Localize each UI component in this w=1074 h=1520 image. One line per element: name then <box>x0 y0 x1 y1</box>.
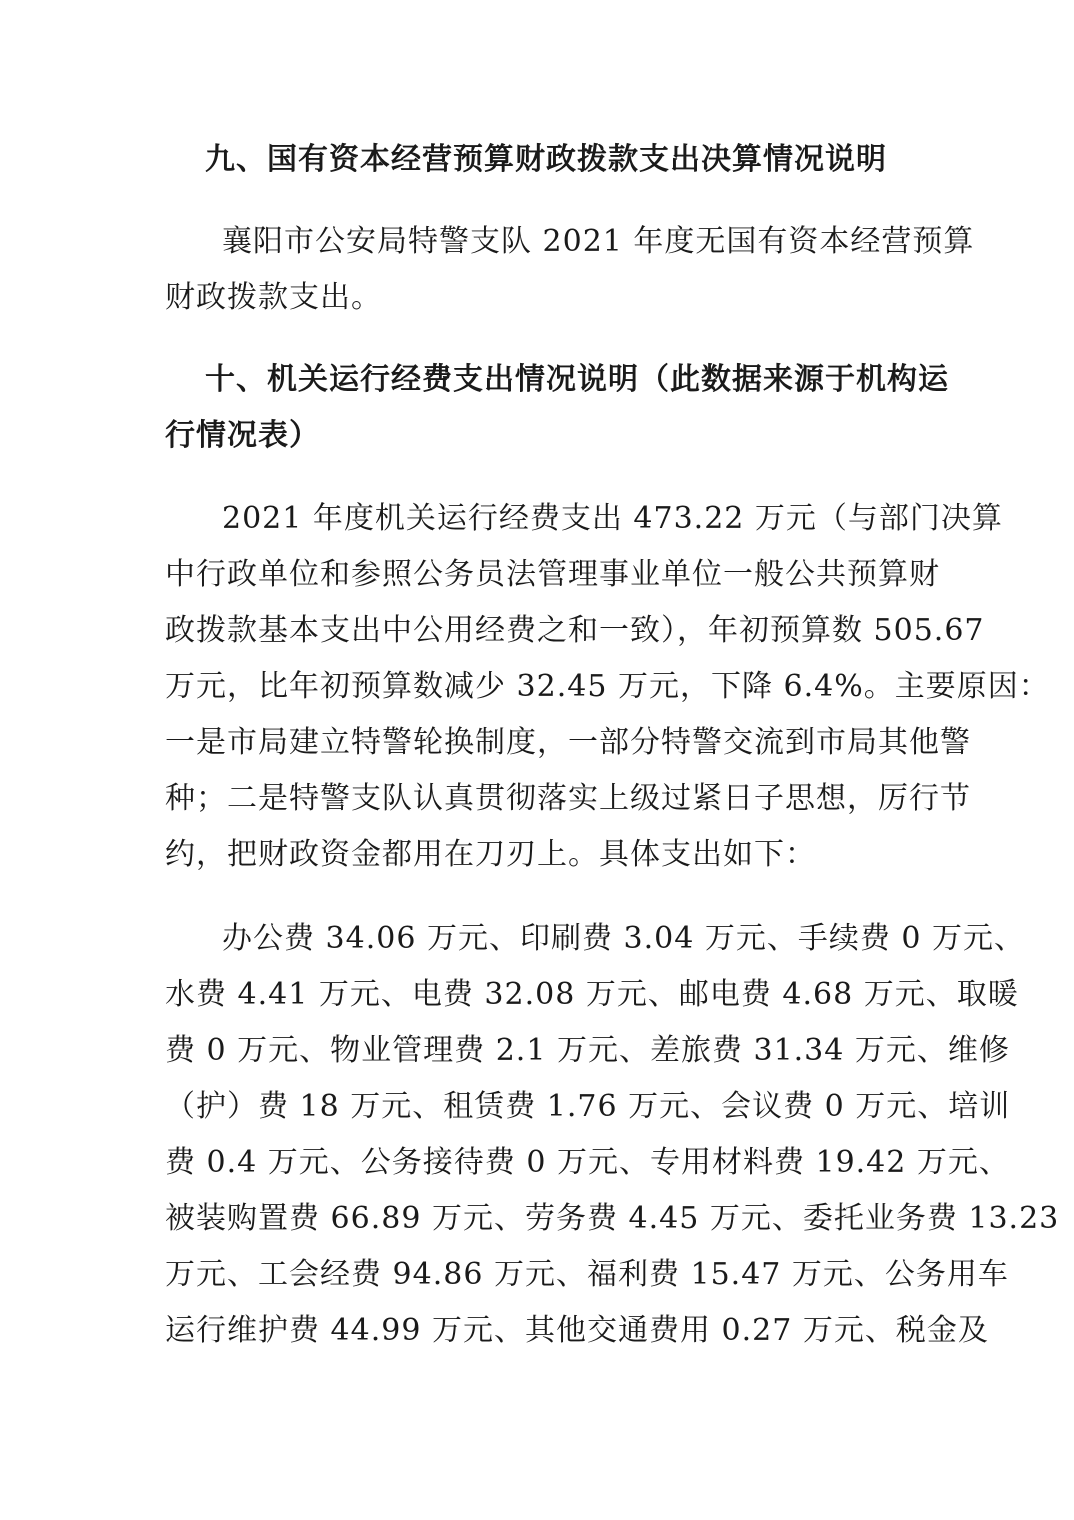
section-10-expense-line: 费 0.4 万元、公务接待费 0 万元、专用材料费 19.42 万元、 <box>165 1145 1010 1180</box>
section-10-expense-line: 运行维护费 44.99 万元、其他交通费用 0.27 万元、税金及 <box>165 1313 989 1348</box>
section-10-paragraph-line: 一是市局建立特警轮换制度，一部分特警交流到市局其他警 <box>165 725 971 760</box>
section-10-paragraph-line: 中行政单位和参照公务员法管理事业单位一般公共预算财 <box>165 557 940 592</box>
section-10-expense-line: 被装购置费 66.89 万元、劳务费 4.45 万元、委托业务费 13.23 <box>165 1201 1060 1236</box>
section-9-paragraph-line: 财政拨款支出。 <box>165 280 382 315</box>
section-10-expense-line: 办公费 34.06 万元、印刷费 3.04 万元、手续费 0 万元、 <box>222 921 1025 956</box>
section-10-paragraph-line: 约，把财政资金都用在刀刃上。具体支出如下： <box>165 837 816 872</box>
section-10-heading: 行情况表） <box>165 418 320 453</box>
section-10-heading: 十、机关运行经费支出情况说明（此数据来源于机构运 <box>205 362 949 397</box>
section-9-heading: 九、国有资本经营预算财政拨款支出决算情况说明 <box>205 142 887 177</box>
section-10-expense-line: 费 0 万元、物业管理费 2.1 万元、差旅费 31.34 万元、维修 <box>165 1033 1010 1068</box>
section-10-paragraph-line: 政拨款基本支出中公用经费之和一致），年初预算数 505.67 <box>165 613 985 648</box>
section-10-paragraph-line: 2021 年度机关运行经费支出 473.22 万元（与部门决算 <box>222 501 1003 536</box>
section-10-expense-line: 水费 4.41 万元、电费 32.08 万元、邮电费 4.68 万元、取暖 <box>165 977 1019 1012</box>
section-10-paragraph-line: 种；二是特警支队认真贯彻落实上级过紧日子思想，厉行节 <box>165 781 971 816</box>
section-10-expense-line: 万元、工会经费 94.86 万元、福利费 15.47 万元、公务用车 <box>165 1257 1009 1292</box>
section-9-paragraph-line: 襄阳市公安局特警支队 2021 年度无国有资本经营预算 <box>222 224 975 259</box>
section-10-expense-line: （护）费 18 万元、租赁费 1.76 万元、会议费 0 万元、培训 <box>165 1089 1011 1124</box>
section-10-paragraph-line: 万元，比年初预算数减少 32.45 万元，下降 6.4%。主要原因： <box>165 669 1050 704</box>
